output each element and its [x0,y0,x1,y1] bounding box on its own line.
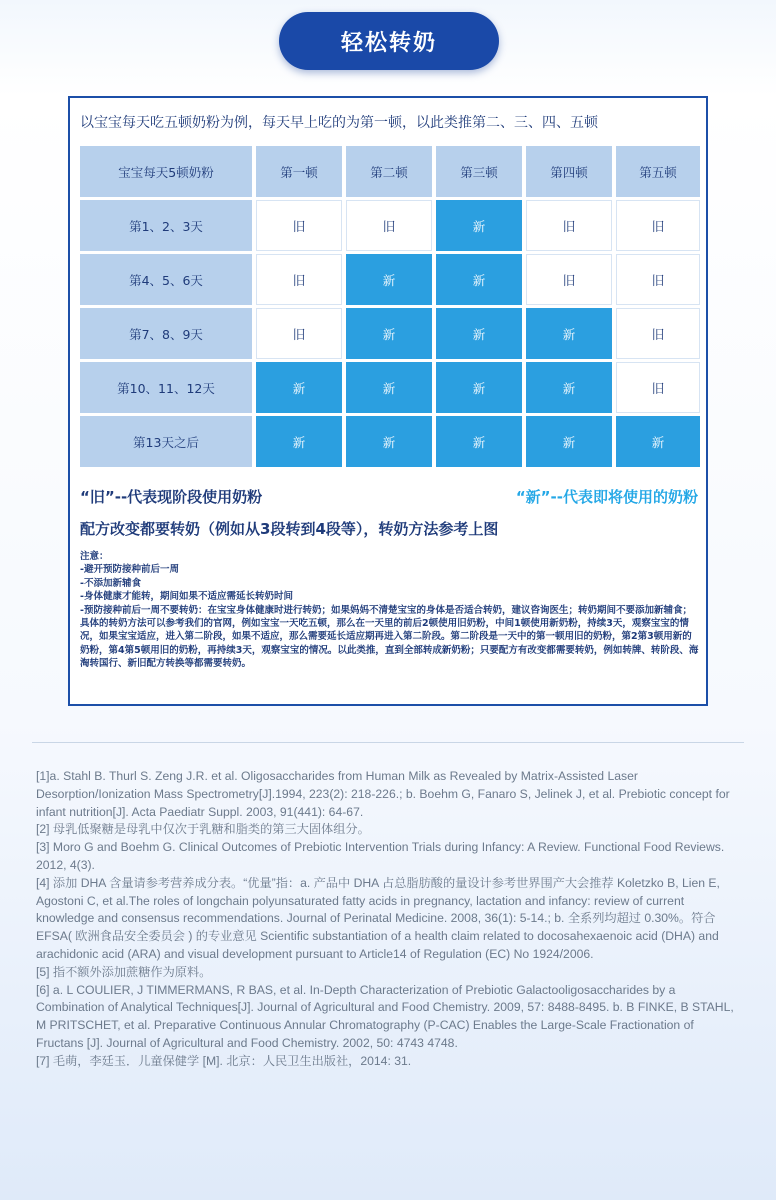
note-item: -预防接种前后一周不要转奶：在宝宝身体健康时进行转奶；如果妈妈不清楚宝宝的身体是否适合转奶，建议咨询医生；转奶期间不要添加新辅食；具体的转奶方法可以参考我们的官网，例如宝宝一天吃五顿，那么在一天里的前后2顿使用旧奶粉，中间1顿使用新奶粉，持续3天，观察宝宝的情况，如果宝宝适应，进入第二阶段，如果不适应，那么需要延长适应期再进入第二阶段。第二阶段是一天中的第一顿用旧的奶粉，第2第3顿用新的奶粉，第4第5顿用旧的奶粉，再持续3天，观察宝宝的情况。以此类推，直到全部转成新奶粉；只要配方有改变都需要转奶，例如转牌、转阶段、海淘转国行、新旧配方转换等都需要转奶。 [80,604,699,670]
switch-note: 配方改变都要转奶（例如从3段转到4段等），转奶方法参考上图 [80,520,499,538]
schedule-cell: 旧 [616,362,700,413]
schedule-cell: 新 [616,416,700,467]
legend-new: “新”--代表即将使用的奶粉 [515,488,698,506]
section-divider [32,742,744,743]
schedule-cell: 旧 [346,200,432,251]
schedule-cell: 新 [346,416,432,467]
notes-heading: 注意： [80,551,109,562]
column-header: 第一顿 [256,146,342,197]
table-corner-header: 宝宝每天5顿奶粉 [80,146,252,197]
reference-item: [4] 添加 DHA 含量请参考营养成分表。“优量”指：a. 产品中 DHA 占总脂肪酸的量设计参考世界围产大会推荐 Koletzko B, Lien E, Agostoni C, et al.The roles of longchain polyunsaturated fatty acids in pregnancy, lactation and infancy: review of current knowledge and consensus recommendations. Journal of Perinatal Medicine. 2008, 36(1): 5-14.; b. 全系列均超过 0.30%。符合 EFSA( 欧洲食品安全委员会 ) 的专业意见 Scientific substantiation of a health claim related to docosahexaenoic acid (DHA) and arachidonic acid (ARA) and visual development pursuant to Article14 of Regulation (EC) No 1924/2006. [36,875,720,961]
note-item: -避开预防接种前后一周 [80,564,179,576]
schedule-cell: 新 [346,254,432,305]
row-label: 第4、5、6天 [80,254,252,305]
reference-item: [6] a. L COULIER, J TIMMERMANS, R BAS, et al. In-Depth Characterization of Prebiotic Galactooligosaccharides by a Combination of Analytical Techniques[J]. Journal of Agricultural and Food Chemistry. 2009, 57: 8488-8495. b. B FINKE, B STAHL, M PRITSCHET, et al. Preparative Continuous Annular Chromatography (P-CAC) Enables the Large-Scale Fractionation of Fructans [J]. Journal of Agricultural and Food Chemistry. 2002, 50: 4743 4748. [36,982,734,1050]
column-header: 第二顿 [346,146,432,197]
notes-block [80,550,700,671]
row-label: 第1、2、3天 [80,200,252,251]
page-title: 轻松转奶 [279,12,499,70]
note-item: -不添加新辅食 [80,577,141,589]
schedule-cell: 旧 [256,308,342,359]
switching-guide-panel [68,96,708,706]
row-label: 第10、11、12天 [80,362,252,413]
reference-item: [3] Moro G and Boehm G. Clinical Outcomes of Prebiotic Intervention Trials during Infancy: A Review. Functional Food Reviews. 2012, 4(3). [36,840,725,872]
schedule-cell: 新 [526,308,612,359]
schedule-cell: 旧 [526,254,612,305]
schedule-cell: 新 [526,416,612,467]
reference-item: [7] 毛萌，李廷玉．儿童保健学 [M]. 北京：人民卫生出版社，2014: 31. [36,1053,412,1068]
column-header: 第四顿 [526,146,612,197]
reference-item: [2] 母乳低聚糖是母乳中仅次于乳糖和脂类的第三大固体组分。 [36,822,370,837]
note-item: -身体健康才能转，期间如果不适应需延长转奶时间 [80,591,293,603]
schedule-cell: 旧 [616,308,700,359]
schedule-cell: 旧 [616,254,700,305]
column-header: 第三顿 [436,146,522,197]
schedule-cell: 旧 [256,254,342,305]
schedule-cell: 旧 [616,200,700,251]
schedule-cell: 新 [436,362,522,413]
reference-item: [1]a. Stahl B. Thurl S. Zeng J.R. et al. Oligosaccharides from Human Milk as Revealed by Matrix-Assisted Laser Desorption/Ionization Mass Spectrometry[J].1994, 223(2): 218-226.; b. Boehm G, Fanaro S, Jelinek J, et al. Prebiotic concept for infant nutrition[J]. Acta Paediatr Suppl. 2003, 91(441): 64-67. [36,769,730,819]
schedule-cell: 新 [256,362,342,413]
schedule-cell: 新 [346,362,432,413]
reference-item: [5] 指不额外添加蔗糖作为原料。 [36,964,212,979]
row-label: 第13天之后 [80,416,252,467]
column-header: 第五顿 [616,146,700,197]
schedule-cell: 新 [436,254,522,305]
schedule-cell: 新 [436,200,522,251]
schedule-cell: 新 [436,416,522,467]
schedule-cell: 旧 [526,200,612,251]
schedule-cell: 新 [526,362,612,413]
intro-text: 以宝宝每天吃五顿奶粉为例，每天早上吃的为第一顿，以此类推第二、三、四、五顿 [80,115,598,131]
legend-old: “旧”--代表现阶段使用奶粉 [80,488,263,506]
schedule-cell: 新 [346,308,432,359]
row-label: 第7、8、9天 [80,308,252,359]
schedule-cell: 新 [436,308,522,359]
schedule-cell: 旧 [256,200,342,251]
references [36,768,744,1071]
schedule-cell: 新 [256,416,342,467]
